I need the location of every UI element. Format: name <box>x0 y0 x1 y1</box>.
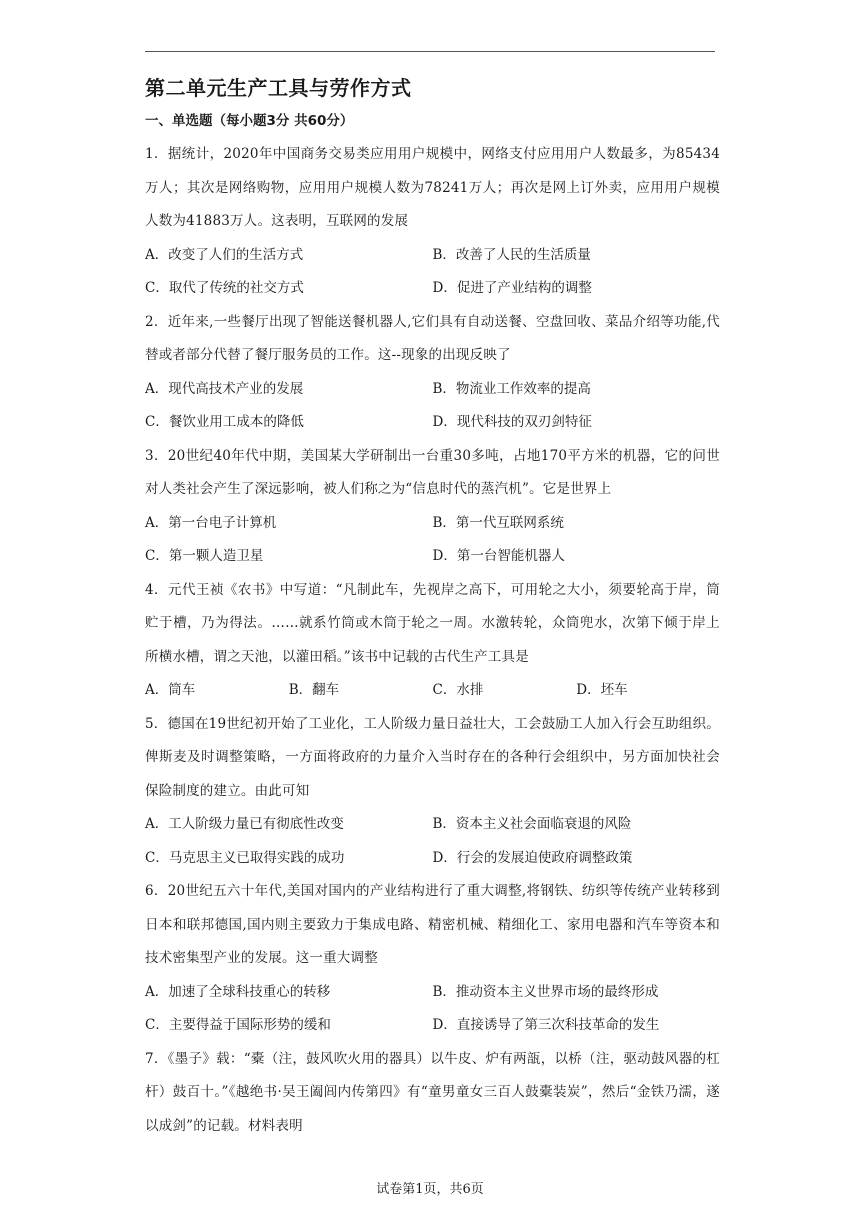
option-c: C．取代了传统的社交方式 <box>145 280 304 296</box>
option-b: B．翻车 <box>288 682 340 698</box>
option-a: A．现代高技术产业的发展 <box>145 380 304 397</box>
option-a: A．改变了人们的生活方式 <box>145 246 304 263</box>
exam-document <box>145 72 720 1143</box>
option-b: B．第一代互联网系统 <box>432 514 564 531</box>
answer-options <box>145 239 720 306</box>
question-5 <box>145 708 720 876</box>
option-d: D．第一台智能机器人 <box>432 548 565 564</box>
page-title: 第二单元生产工具与劳作方式 <box>145 76 412 100</box>
question-stem: 4．元代王祯《农书》中写道：“凡制此车，先视岸之高下，可用轮之大小，须要轮高于岸，筒贮于槽，乃为得法。……就系竹筒或木筒于轮之一周。水激转轮，众筒兜水，次第下倾于岸上所横水槽，谓之天池，以灌田稻。”该书中记载的古代生产工具是 <box>145 581 720 665</box>
option-b: B．物流业工作效率的提高 <box>432 380 591 397</box>
header-rule <box>145 51 715 52</box>
option-d: D．坯车 <box>576 682 628 698</box>
answer-options <box>145 674 720 708</box>
option-b: B．改善了人民的生活质量 <box>432 246 591 263</box>
question-1 <box>145 138 720 306</box>
option-c: C．马克思主义已取得实践的成功 <box>145 849 345 866</box>
option-c: C．餐饮业用工成本的降低 <box>145 414 304 430</box>
question-6 <box>145 875 720 1043</box>
question-3 <box>145 440 720 574</box>
option-c: C．水排 <box>432 682 484 698</box>
question-4 <box>145 574 720 708</box>
answer-options <box>145 373 720 440</box>
option-a: A．筒车 <box>145 682 196 698</box>
question-stem: 2．近年来,一些餐厅出现了智能送餐机器人,它们具有自动送餐、空盘回收、菜品介绍等功能,代替或者部分代替了餐厅服务员的工作。这--现象的出现反映了 <box>145 313 720 363</box>
question-stem: 7．《墨子》载：“橐（注，鼓风吹火用的器具）以牛皮、炉有两瓿，以桥（注，驱动鼓风器的杠杆）鼓百十。”《越绝书·吴王阖闾内传第四》有“童男童女三百人鼓橐装炭”，然后“金铁乃濡，遂以成剑”的记载。材料表明 <box>145 1050 720 1134</box>
section-heading: 一、单选题（每小题3分 共60分） <box>145 113 354 129</box>
option-b: B．资本主义社会面临衰退的风险 <box>432 816 632 832</box>
option-a: A．工人阶级力量已有彻底性改变 <box>145 816 344 832</box>
option-d: D．直接诱导了第三次科技革命的发生 <box>432 1017 660 1033</box>
answer-options <box>145 976 720 1043</box>
question-stem: 3．20世纪40年代中期，美国某大学研制出一台重30多吨，占地170平方米的机器，它的问世对人类社会产生了深远影响，被人们称之为“信息时代的蒸汽机”。它是世界上 <box>145 447 720 497</box>
question-2 <box>145 306 720 440</box>
answer-options <box>145 808 720 875</box>
option-a: A．第一台电子计算机 <box>145 514 277 531</box>
option-b: B．推动资本主义世界市场的最终形成 <box>432 983 659 1000</box>
question-7 <box>145 1043 720 1144</box>
option-c: C．主要得益于国际形势的缓和 <box>145 1017 331 1033</box>
question-stem: 1．据统计，2020年中国商务交易类应用用户规模中，网络支付应用用户人数最多，为85434万人；其次是网络购物，应用用户规模人数为78241万人；再次是网上订外卖，应用用户规模人数为41883万人。这表明，互联网的发展 <box>145 146 720 229</box>
question-stem: 6．20世纪五六十年代,美国对国内的产业结构进行了重大调整,将钢铁、纺织等传统产业转移到日本和联邦德国,国内则主要致力于集成电路、精密机械、精细化工、家用电器和汽车等资本和技术密集型产业的发展。这一重大调整 <box>145 883 720 966</box>
answer-options <box>145 507 720 574</box>
option-d: D．行会的发展迫使政府调整政策 <box>432 849 633 866</box>
option-a: A．加速了全球科技重心的转移 <box>145 983 331 1000</box>
option-d: D．促进了产业结构的调整 <box>432 280 592 296</box>
option-d: D．现代科技的双刃剑特征 <box>432 414 592 430</box>
page-footer: 试卷第1页，共6页 <box>376 1182 484 1197</box>
option-c: C．第一颗人造卫星 <box>145 548 264 564</box>
question-stem: 5．德国在19世纪初开始了工业化，工人阶级力量日益壮大，工会鼓励工人加入行会互助组织。俾斯麦及时调整策略，一方面将政府的力量介入当时存在的各种行会组织中，另方面加快社会保险制度的建立。由此可知 <box>145 715 720 799</box>
